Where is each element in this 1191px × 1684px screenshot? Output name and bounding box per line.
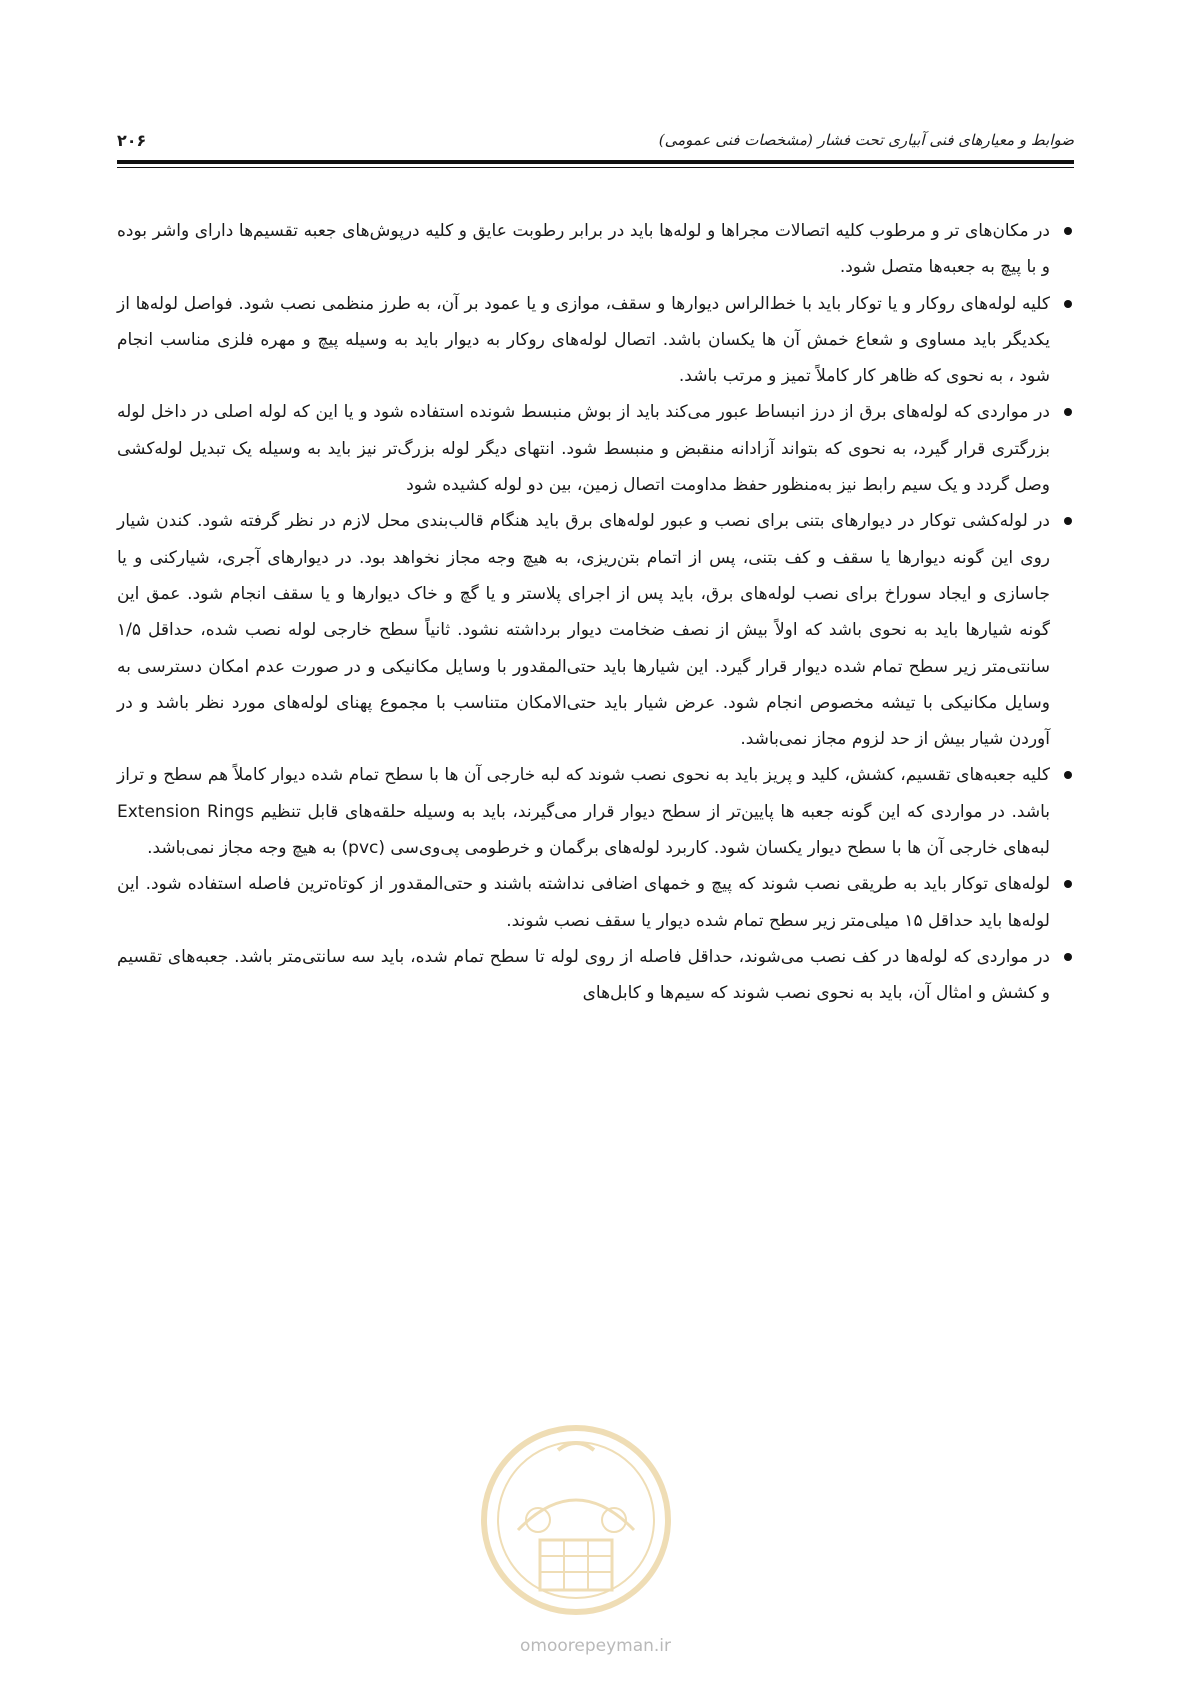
list-item xyxy=(117,394,1074,503)
bullet-icon xyxy=(1064,771,1072,779)
list-item-text: کلیه جعبه‌های تقسیم، کشش، کلید و پریز باید به نحوی نصب شوند که لبه خارجی آن ها با سطح تمام شده دیوار کاملاً هم سطح و تراز باشد. در مواردی که این گونه جعبه ها پایین‌تر از سطح دیوار قرار می‌گیرند، باید به وسیله حلقه‌های قابل تنظیم Extension Rings لبه‌های خارجی آن ها با سطح دیوار یکسان شود. کاربرد لوله‌های برگمان و خرطومی پی‌وی‌سی (pvc) به هیچ وجه مجاز نمی‌باشد. xyxy=(117,765,1050,859)
bullet-icon xyxy=(1064,517,1072,525)
watermark-url: omoorepeyman.ir xyxy=(519,1636,672,1656)
page-number: ۲۰۶ xyxy=(117,130,147,150)
watermark-seal-icon xyxy=(478,1410,674,1630)
bullet-icon xyxy=(1064,300,1072,308)
list-item-text: لوله‌های توکار باید به طریقی نصب شوند که پیچ و خمهای اضافی نداشته باشند و حتی‌المقدور از کوتاه‌ترین فاصله استفاده شود. این لوله‌ها باید حداقل ۱۵ میلی‌متر زیر سطح تمام شده دیوار یا سقف نصب شوند. xyxy=(117,874,1050,931)
list-item-text: کلیه لوله‌های روکار و یا توکار باید با خط‌الراس دیوارها و سقف، موازی و یا عمود بر آن، به طرز منظمی نصب شود. فواصل لوله‌ها از یکدیگر باید مساوی و شعاع خمش آن ها یکسان باشد. اتصال لوله‌های روکار به دیوار باید به وسیله پیچ و مهره فلزی مناسب انجام شود ، به نحوی که ظاهر کار کاملاً تمیز و مرتب باشد. xyxy=(117,293,1050,387)
bullet-list xyxy=(117,213,1074,1012)
list-item xyxy=(117,939,1074,1012)
list-item-text: در لوله‌کشی توکار در دیوارهای بتنی برای نصب و عبور لوله‌های برق باید هنگام قالب‌بندی محل لازم در نظر گرفته شود. کندن شیار روی این گونه دیوارها یا سقف و کف بتنی، پس از اتمام بتن‌ریزی، به هیچ وجه مجاز نخواهد بود. در دیوارهای آجری، شیارکنی و یا جاسازی و ایجاد سوراخ برای نصب لوله‌های برق، باید پس از اجرای پلاستر و یا گچ و خاک دیوارها و یا سقف انجام شود. عمق این گونه شیارها باید به نحوی باشد که اولاً بیش از نصف ضخامت دیوار برداشته نشود. ثانیاً سطح خارجی لوله نصب شده، حداقل ۱/۵ سانتی‌متر زیر سطح تمام شده دیوار قرار گیرد. این شیارها باید حتی‌المقدور با وسایل مکانیکی و در صورت عدم امکان دسترسی به وسایل مکانیکی با تیشه مخصوص انجام شود. عرض شیار باید حتی‌الامکان متناسب با مجموع پهنای لوله‌های مورد نظر باشد و در آوردن شیار بیش از حد لزوم مجاز نمی‌باشد. xyxy=(117,511,1050,750)
bullet-icon xyxy=(1064,408,1072,416)
bullet-icon xyxy=(1064,953,1072,961)
list-item-text: در مواردی که لوله‌های برق از درز انبساط عبور می‌کند باید از بوش منبسط شونده استفاده شود و یا این که لوله اصلی در داخل لوله بزرگتری قرار گیرد، به نحوی که بتواند آزادانه منقبض و منبسط شود. انتهای دیگر لوله بزرگ‌تر نیز باید به وسیله یک تبدیل لوله‌کشی وصل گردد و یک سیم رابط نیز به‌منظور حفظ مداومت اتصال زمین، بین دو لوله کشیده شود xyxy=(117,402,1050,496)
page-header xyxy=(117,127,1074,153)
body-text xyxy=(117,213,1074,1012)
list-item xyxy=(117,286,1074,395)
header-rule-thin xyxy=(117,167,1074,168)
bullet-icon xyxy=(1064,880,1072,888)
list-item xyxy=(117,866,1074,939)
list-item-text: در مکان‌های تر و مرطوب کلیه اتصالات مجراها و لوله‌ها باید در برابر رطوبت عایق و کلیه درپوش‌های جعبه تقسیم‌ها دارای واشر بوده و با پیچ به جعبه‌ها متصل شود. xyxy=(117,221,1050,278)
list-item xyxy=(117,503,1074,757)
list-item xyxy=(117,757,1074,866)
header-title: ضوابط و معیارهای فنی آبیاری تحت فشار (مشخصات فنی عمومی) xyxy=(658,131,1074,149)
list-item xyxy=(117,213,1074,286)
header-rule-thick xyxy=(117,160,1074,164)
list-item-text: در مواردی که لوله‌ها در کف نصب می‌شوند، حداقل فاصله از روی لوله تا سطح تمام شده، باید سه سانتی‌متر باشد. جعبه‌های تقسیم و کشش و امثال آن، باید به نحوی نصب شوند که سیم‌ها و کابل‌های xyxy=(117,946,1050,1004)
bullet-icon xyxy=(1064,227,1072,235)
